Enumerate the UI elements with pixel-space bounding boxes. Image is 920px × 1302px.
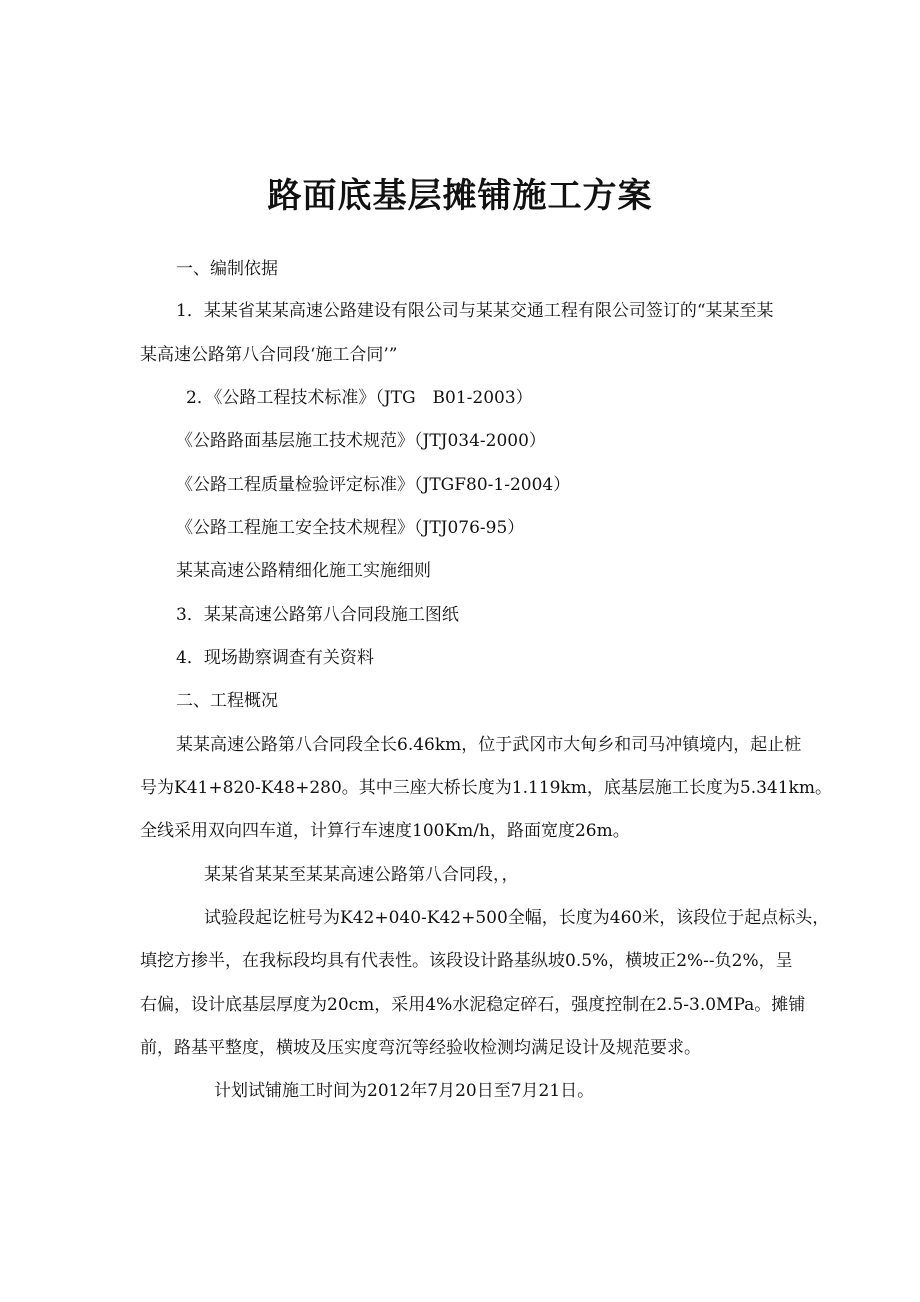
paragraph-line: 右偏，设计底基层厚度为20cm，采用4%水泥稳定碎石，强度控制在2.5-3.0MPa。摊铺 xyxy=(140,995,806,1015)
paragraph-line: 1．某某省某某高速公路建设有限公司与某某交通工程有限公司签订的“某某至某 xyxy=(176,301,774,321)
section-heading-basis: 一、编制依据 xyxy=(176,259,278,279)
list-item: 《公路路面基层施工技术规范》（JTJ034-2000） xyxy=(176,431,546,451)
list-item: 4．现场勘察调查有关资料 xyxy=(176,648,374,668)
paragraph-line: 号为K41+820-K48+280。其中三座大桥长度为1.119km，底基层施工长度为5.341km。 xyxy=(140,778,832,798)
paragraph-line: 计划试铺施工时间为2012年7月20日至7月21日。 xyxy=(214,1081,595,1101)
section-heading-overview: 二、工程概况 xyxy=(176,691,278,711)
paragraph-line: 全线采用双向四车道，计算行车速度100Km/h，路面宽度26m。 xyxy=(140,821,630,841)
list-item: 《公路工程施工安全技术规程》（JTJ076-95） xyxy=(176,518,525,538)
paragraph-line: 某某高速公路第八合同段全长6.46km，位于武冈市大甸乡和司马冲镇境内，起止桩 xyxy=(176,735,802,755)
paragraph-line: 试验段起讫桩号为K42+040-K42+500全幅，长度为460米，该段位于起点标头， xyxy=(204,908,830,928)
document-title: 路面底基层摊铺施工方案 xyxy=(267,176,653,216)
paragraph-line: 前，路基平整度，横坡及压实度弯沉等经验收检测均满足设计及规范要求。 xyxy=(140,1038,701,1058)
paragraph-line: 某高速公路第八合同段‘施工合同’” xyxy=(140,345,398,365)
list-item: 某某高速公路精细化施工实施细则 xyxy=(176,561,431,581)
list-item: 3．某某高速公路第八合同段施工图纸 xyxy=(176,605,459,625)
list-item: 2．《公路工程技术标准》（JTG B01-2003） xyxy=(186,388,533,408)
paragraph-line: 某某省某某至某某高速公路第八合同段，， xyxy=(204,865,519,885)
paragraph-line: 填挖方掺半，在我标段均具有代表性。该段设计路基纵坡0.5%，横坡正2%--负2%，呈 xyxy=(140,951,793,971)
list-item: 《公路工程质量检验评定标准》（JTGF80-1-2004） xyxy=(176,475,571,495)
